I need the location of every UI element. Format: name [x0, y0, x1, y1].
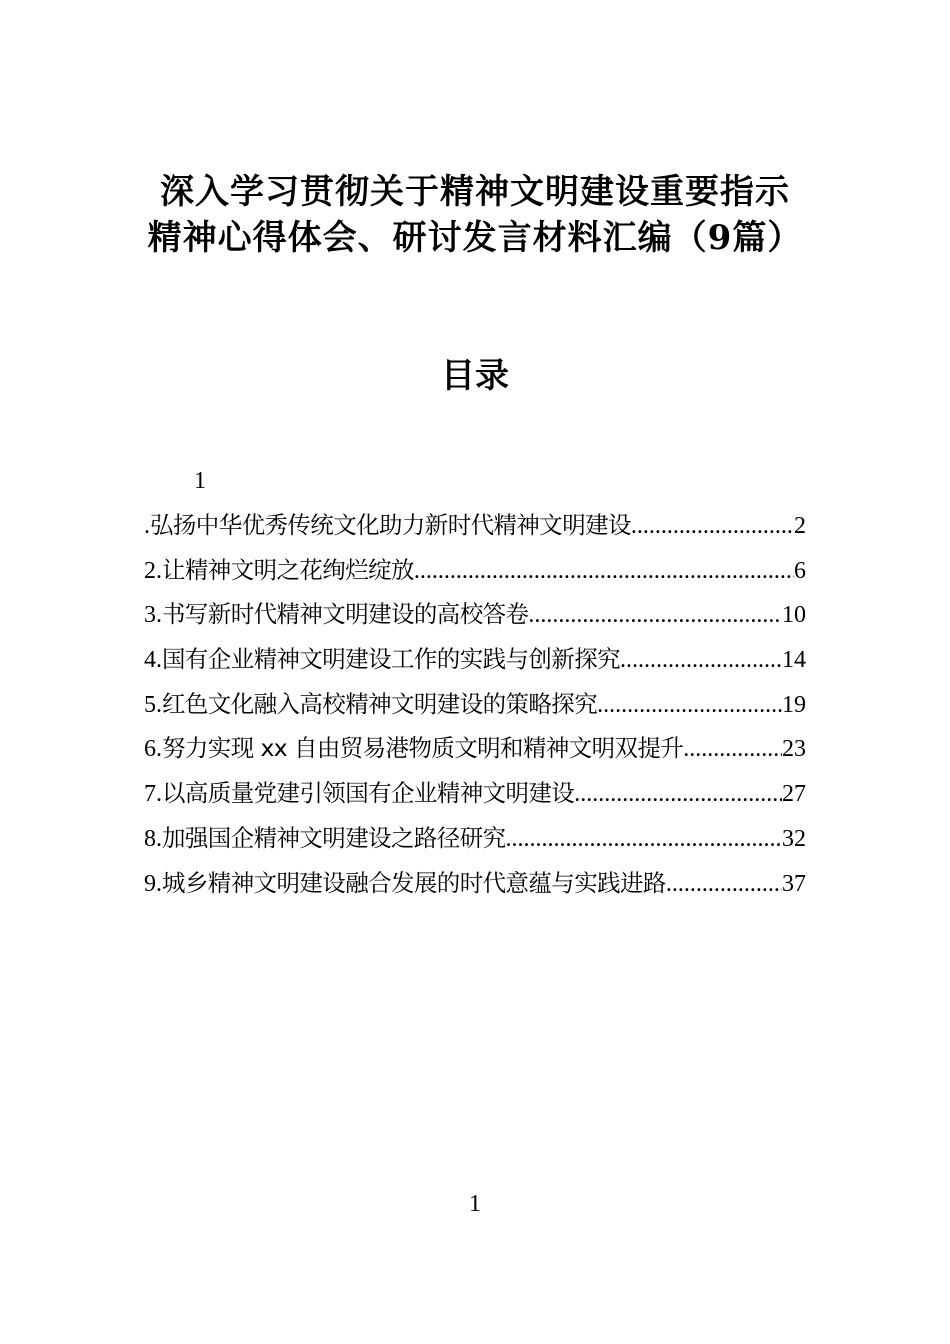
toc-entry-7[interactable]: [144, 776, 806, 821]
toc-entry-title: 以高质量党建引领国有企业精神文明建设: [162, 779, 575, 808]
toc-entry-page: 6: [794, 557, 806, 584]
toc-first-entry-number: 1: [194, 468, 206, 494]
toc-entry-page: 19: [782, 691, 806, 718]
dot-leader: [620, 643, 782, 677]
toc-entry-8[interactable]: [144, 821, 806, 866]
document-title-line-2: 精神心得体会、研讨发言材料汇编（9篇）: [147, 218, 803, 258]
document-title-line-1: 深入学习贯彻关于精神文明建设重要指示: [160, 172, 790, 212]
dot-leader: [683, 732, 782, 766]
table-of-contents: [144, 508, 806, 910]
toc-entry-page: 23: [782, 736, 806, 763]
dot-leader: [666, 867, 782, 901]
toc-entry-number: 3.: [144, 602, 162, 629]
toc-entry-title: 努力实现 xx 自由贸易港物质文明和精神文明双提升: [162, 734, 684, 763]
toc-entry-5[interactable]: [144, 687, 806, 732]
dot-leader: [574, 777, 782, 811]
toc-entry-4[interactable]: [144, 642, 806, 687]
dot-leader: [506, 822, 783, 856]
toc-entry-number: 5.: [144, 691, 162, 718]
toc-entry-page: 27: [782, 781, 806, 808]
toc-entry-number: 6.: [144, 736, 162, 763]
toc-entry-1[interactable]: [144, 508, 806, 553]
toc-entry-page: 32: [782, 825, 806, 852]
toc-entry-title: 弘扬中华优秀传统文化助力新时代精神文明建设: [150, 511, 631, 539]
dot-leader: [414, 554, 794, 588]
toc-entry-number: 9.: [144, 870, 162, 897]
toc-entry-title: 城乡精神文明建设融合发展的时代意蕴与实践进路: [162, 868, 666, 897]
toc-entry-title: 让精神文明之花绚烂绽放: [162, 555, 414, 584]
toc-entry-number: 4.: [144, 647, 162, 674]
toc-entry-3[interactable]: [144, 597, 806, 642]
toc-entry-title: 红色文化融入高校精神文明建设的策略探究: [162, 689, 598, 718]
toc-entry-number: 2.: [144, 557, 162, 584]
dot-leader: [631, 509, 794, 543]
toc-entry-page: 2: [794, 513, 806, 539]
toc-entry-page: 14: [782, 647, 806, 674]
toc-entry-number: 7.: [144, 781, 162, 808]
toc-entry-number: 8.: [144, 825, 162, 852]
toc-entry-number: .: [144, 513, 150, 539]
toc-entry-title: 加强国企精神文明建设之路径研究: [162, 823, 506, 852]
dot-leader: [597, 688, 782, 722]
toc-entry-2[interactable]: [144, 553, 806, 598]
toc-entry-title: 国有企业精神文明建设工作的实践与创新探究: [162, 645, 620, 674]
toc-entry-9[interactable]: [144, 866, 806, 911]
dot-leader: [528, 598, 782, 632]
toc-entry-page: 10: [782, 602, 806, 629]
toc-entry-title: 书写新时代精神文明建设的高校答卷: [162, 600, 529, 629]
toc-entry-6[interactable]: [144, 731, 806, 776]
toc-heading: 目录: [441, 356, 509, 396]
toc-entry-page: 37: [782, 870, 806, 897]
page-number: 1: [469, 1191, 481, 1217]
